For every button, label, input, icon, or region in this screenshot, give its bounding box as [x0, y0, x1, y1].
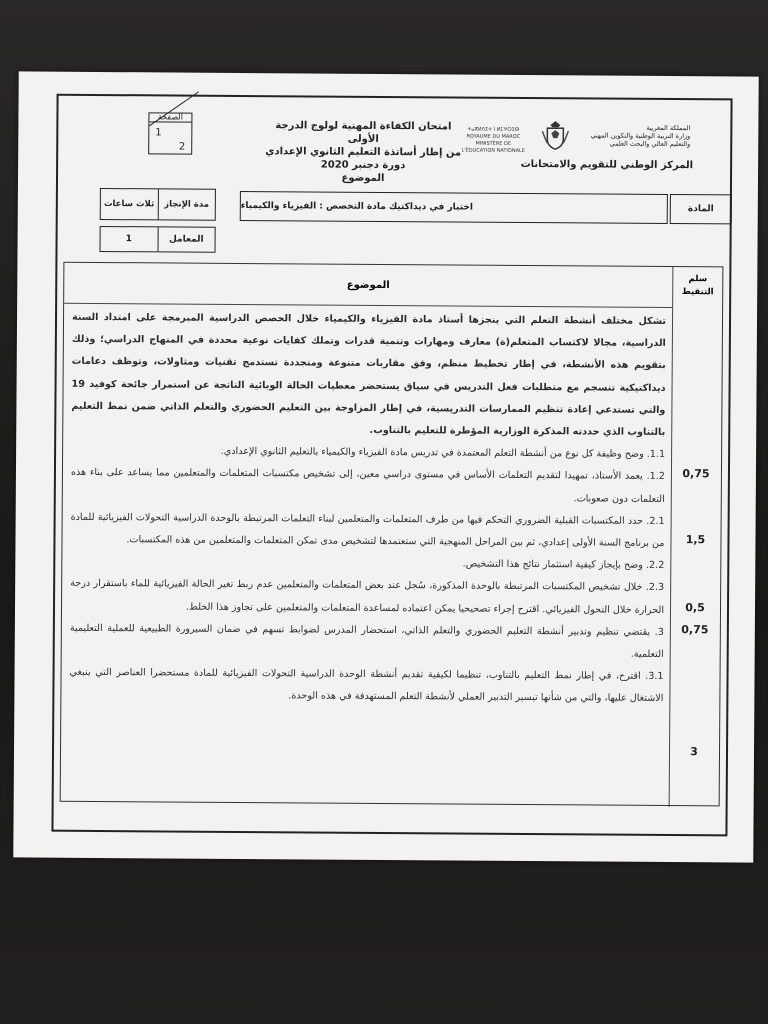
exam-body	[69, 307, 666, 711]
question-3-intro: 3. يقتضي تنظيم وتدبير أنشطة التعليم الحضوري والتعلم الذاتي، استحضار المدرس لضوابط تسهم في ضمان السيرورة الطبيعية للعملية التعليمية التعلمية.	[69, 622, 664, 660]
duration-box	[100, 188, 216, 221]
exam-session: دورة دجنبر 2020	[320, 159, 406, 172]
question-1-2: 1.2. يعمد الأستاذ، تمهيدا لتقديم التعلمات الأساس في مستوى دراسي معين، إلى تشخيص مكتسبات المتعلمات والمتعلمين مما يساعد على بناء هذه التعلمات دون صعوبات.	[70, 467, 665, 505]
intro-paragraph: تشكل مختلف أنشطة التعلم التي ينجزها أستاذ مادة الفيزياء والكيمياء خلال الحصص الدراسية المبرمجة على امتداد السنة الدراسية، مجالا لاكتساب المتعلم(ة) معارف ومهارات وتنمية قدرات وتملك كفايات نوعية محددة في المنهاج الدراسي؛ وذلك بتقويم هذه الأنشطة، في إطار تخطيط منظم، وفق مقاربات متنوعة ومتجددة تستدمج تقنيات ومثاولات، وتوظف دعامات ديداكتيكية تنسجم مع متطلبات فعل التدريس في سياق يستحضر معطيات الحالة الوبائية الناتجة عن استمرار جائحة كوفيد 19 والتي تستدعي إعادة تنظيم الممارسات التدريسية، في إطار المزاوجة بين التعليم الحضوري والتعلم الذاتي ضمن نمط التعليم بالتناوب الذي حددته المذكرة الوزارية المؤطرة للتعليم بالتناوب.	[71, 311, 667, 438]
score-q3-1: 3	[690, 745, 698, 759]
coefficient-label: المعامل	[169, 234, 204, 245]
subject-box: اختبار في ديداكتيك مادة التخصص : الفيزياء والكيمياء	[240, 191, 668, 224]
subject-header: الموضوع	[64, 263, 672, 308]
ministry-name-fr: ⵜⴰⴳⵍⴷⵉⵜ ⵏ ⵍⵎⵖⵔⵉⴱ ROYAUME DU MAROC MINISTÈRE DE L'ÉDUCATION NATIONALE	[461, 126, 525, 154]
exam-title	[263, 119, 463, 185]
center-name: المركز الوطني للتقويم والامتحانات	[520, 158, 694, 172]
score-header: سلم التنقيط	[681, 274, 714, 298]
question-2-1: 2.1. حدد المكتسبات القبلية الضروري التحكم فيها من طرف المتعلمات والمتعلمين لبناء التعلمات المرتبطة بالوحدة الدراسية التحولات الفيزيائية للمادة من برنامج السنة الأولى إعدادي، ثم بين المراحل المنهجية التي ستعتمدها لتشخيص مدى تمكن المتعلمات والمتعلمين من هذه المكتسبات.	[70, 511, 665, 549]
exam-table	[60, 262, 724, 807]
question-2-3: 2.3. خلال تشخيص المكتسبات المرتبطة بالوحدة المذكورة، سُجل عند بعض المتعلمات والمتعلمين عدم ربط تغير الحالة الفيزيائية للماء باستقرار درجة الحرارة خلال التحول الفيزيائي. اقترح إجراء تصحيحيا يمكن اعتماده لمساعدة المتعلمات والمتعلمين على تجاوز هذا الخلط.	[70, 578, 665, 616]
score-q2-2: 0,5	[685, 601, 705, 615]
page-number-box	[148, 112, 192, 154]
coefficient-box	[99, 226, 215, 253]
exam-frame	[51, 94, 732, 837]
page-total: 2	[178, 141, 186, 153]
coat-of-arms-icon	[540, 119, 570, 151]
exam-title-line1: امتحان الكفاءة المهنية لولوج الدرجة الأولى	[275, 120, 452, 145]
page-current: 1	[155, 127, 162, 139]
matter-label: المادة	[670, 194, 732, 224]
ministry-ar-line3: والتعليم العالي والبحث العلمي	[609, 139, 691, 149]
score-q2-1: 1,5	[685, 533, 706, 547]
ministry-ar-line1: المملكة المغربية	[646, 123, 691, 133]
score-q1-1: 0,75	[682, 467, 710, 481]
ministry-ar-line2: وزارة التربية الوطنية والتكوين المهني	[590, 131, 691, 141]
question-3-1: 3.1. اقترح، في إطار نمط التعليم بالتناوب، تنظيما لكيفية تقديم أنشطة الوحدة الدراسية التحولات الفيزيائية للمادة مستحضرا العناصر التي ينبغي الاشتغال عليها، والتي من شأنها تيسير التدبير العملي لأنشطة التعلم المستهدفة في هذه الوحدة.	[69, 667, 664, 705]
coefficient-value: 1	[101, 227, 159, 251]
score-q2-3: 0,75	[681, 623, 709, 637]
question-1-1: 1.1. وضح وظيفة كل نوع من أنشطة التعلم المعتمدة في تدريس مادة الفيزياء والكيمياء بالتعليم الثانوي الإعدادي.	[220, 446, 666, 461]
question-2-2: 2.2. وضح بإيجاز كيفية استثمار نتائج هذا التشخيص.	[462, 558, 665, 572]
ministry-name-ar	[580, 123, 690, 148]
exam-title-line2: من إطار أساتذة التعليم الثانوي الإعدادي	[265, 146, 462, 159]
duration-label: مدة الإنجاز	[164, 199, 210, 210]
exam-part: الموضوع	[341, 172, 385, 184]
exam-sheet	[13, 71, 758, 862]
page-label: الصفحة	[149, 112, 191, 122]
duration-value: ثلاث ساعات	[101, 189, 159, 219]
